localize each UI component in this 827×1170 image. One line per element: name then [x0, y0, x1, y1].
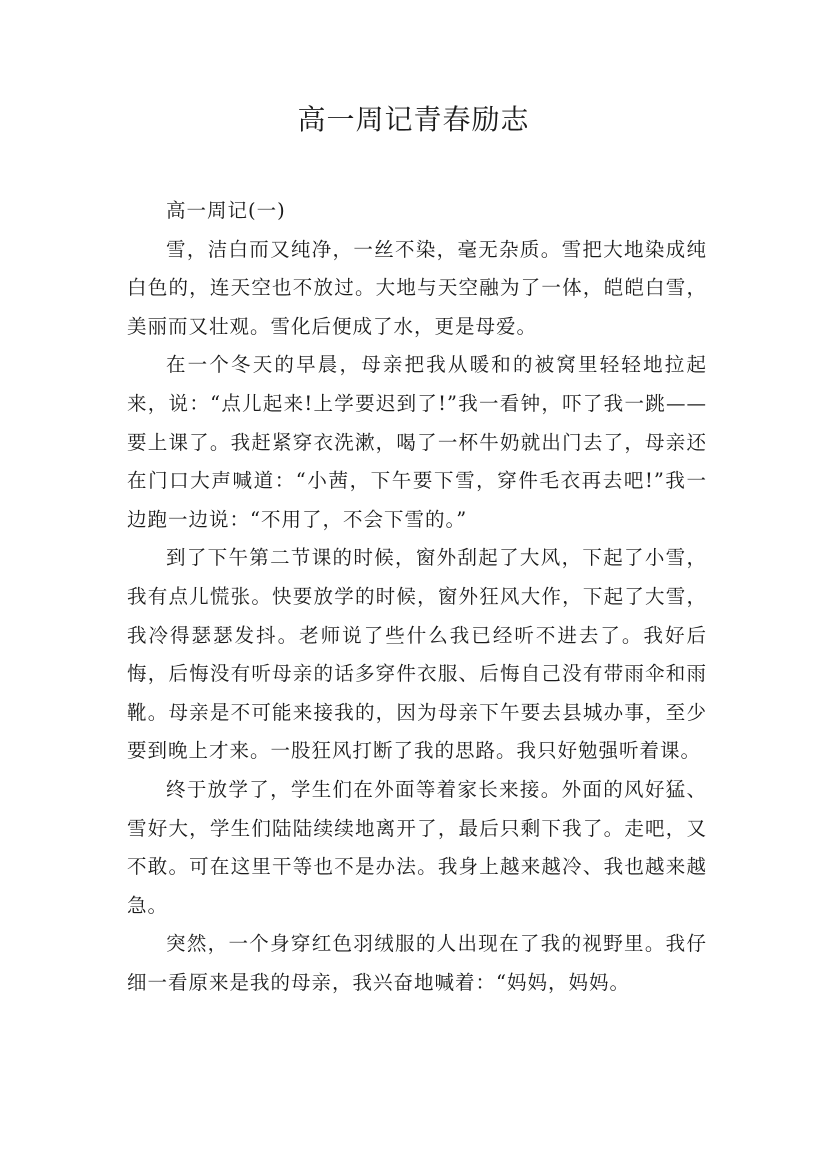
- paragraph: 在一个冬天的早晨，母亲把我从暖和的被窝里轻轻地拉起来，说：“点儿起来!上学要迟到了!”我一看钟，吓了我一跳——要上课了。我赶紧穿衣洗漱，喝了一杯牛奶就出门去了，母亲还在门口大声喊道：“小茜，下午要下雪，穿件毛衣再去吧!”我一边跑一边说：“不用了，不会下雪的。”: [127, 353, 707, 531]
- paragraph: 雪，洁白而又纯净，一丝不染，毫无杂质。雪把大地染成纯白色的，连天空也不放过。大地与天空融为了一体，皑皑白雪，美丽而又壮观。雪化后便成了水，更是母爱。: [127, 237, 707, 338]
- paragraph: 到了下午第二节课的时候，窗外刮起了大风，下起了小雪，我有点儿慌张。快要放学的时候，窗外狂风大作，下起了大雪，我冷得瑟瑟发抖。老师说了些什么我已经听不进去了。我好后悔，后悔没有听母亲的话多穿件衣服、后悔自己没有带雨伞和雨靴。母亲是不可能来接我的，因为母亲下午要去县城办事，至少要到晚上才来。一股狂风打断了我的思路。我只好勉强听着课。: [127, 546, 707, 763]
- paragraph: 突然，一个身穿红色羽绒服的人出现在了我的视野里。我仔细一看原来是我的母亲，我兴奋地喊着：“妈妈，妈妈。: [127, 932, 707, 994]
- document-title: 高一周记青春励志: [297, 103, 530, 136]
- document-body: [127, 192, 707, 1002]
- paragraph: 终于放学了，学生们在外面等着家长来接。外面的风好猛、雪好大，学生们陆陆续续地离开了，最后只剩下我了。走吧，又不敢。可在这里干等也不是办法。我身上越来越冷、我也越来越急。: [127, 777, 707, 917]
- section-subheading: 高一周记(一): [166, 199, 286, 222]
